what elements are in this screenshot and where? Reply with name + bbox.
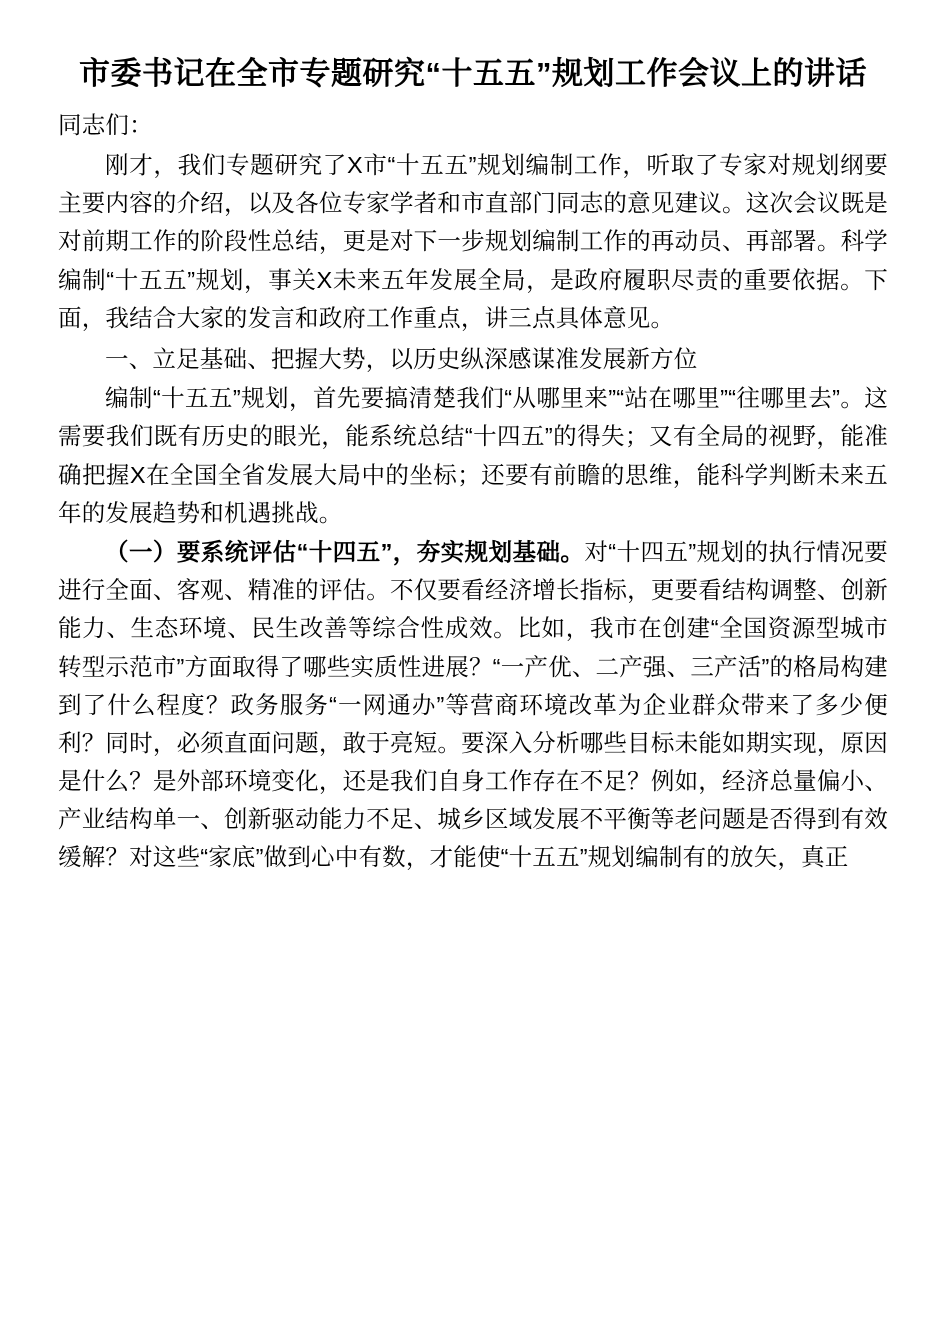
paragraph-3: [58, 533, 888, 877]
subsection-lead: （一）要系统评估“十四五”，夯实规划基础。: [105, 538, 585, 565]
subsection-body: 对“十四五”规划的执行情况要进行全面、客观、精准的评估。不仅要看经济增长指标，更要看结构调整、创新能力、生态环境、民生改善等综合性成效。比如，我市在创建“全国资源型城市转型示范市”方面取得了哪些实质性进展？“一产优、二产强、三产活”的格局构建到了什么程度？政务服务“一网通办”等营商环境改革为企业群众带来了多少便利？同时，必须直面问题，敢于亮短。要深入分析哪些目标未能如期实现，原因是什么？是外部环境变化，还是我们自身工作存在不足？例如，经济总量偏小、产业结构单一、创新驱动能力不足、城乡区域发展不平衡等老问题是否得到有效缓解？对这些“家底”做到心中有数，才能使“十五五”规划编制有的放矢，真正: [58, 538, 889, 871]
page-title: 市委书记在全市专题研究“十五五”规划工作会议上的讲话: [79, 56, 867, 91]
section-heading-1: 一、立足基础、把握大势，以历史纵深感谋准发展新方位: [105, 346, 698, 373]
paragraph-2: 编制“十五五”规划，首先要搞清楚我们“从哪里来”“站在哪里”“往哪里去”。这需要我们既有历史的眼光，能系统总结“十四五”的得失；又有全局的视野，能准确把握X在全国全省发展大局中的坐标；还要有前瞻的思维，能科学判断未来五年的发展趋势和机遇挑战。: [58, 385, 888, 526]
salutation: 同志们：: [58, 112, 153, 139]
paragraph-1: 刚才，我们专题研究了X市“十五五”规划编制工作，听取了专家对规划纲要主要内容的介绍，以及各位专家学者和市直部门同志的意见建议。这次会议既是对前期工作的阶段性总结，更是对下一步规划编制工作的再动员、再部署。科学编制“十五五”规划，事关X未来五年发展全局，是政府履职尽责的重要依据。下面，我结合大家的发言和政府工作重点，讲三点具体意见。: [58, 152, 888, 331]
